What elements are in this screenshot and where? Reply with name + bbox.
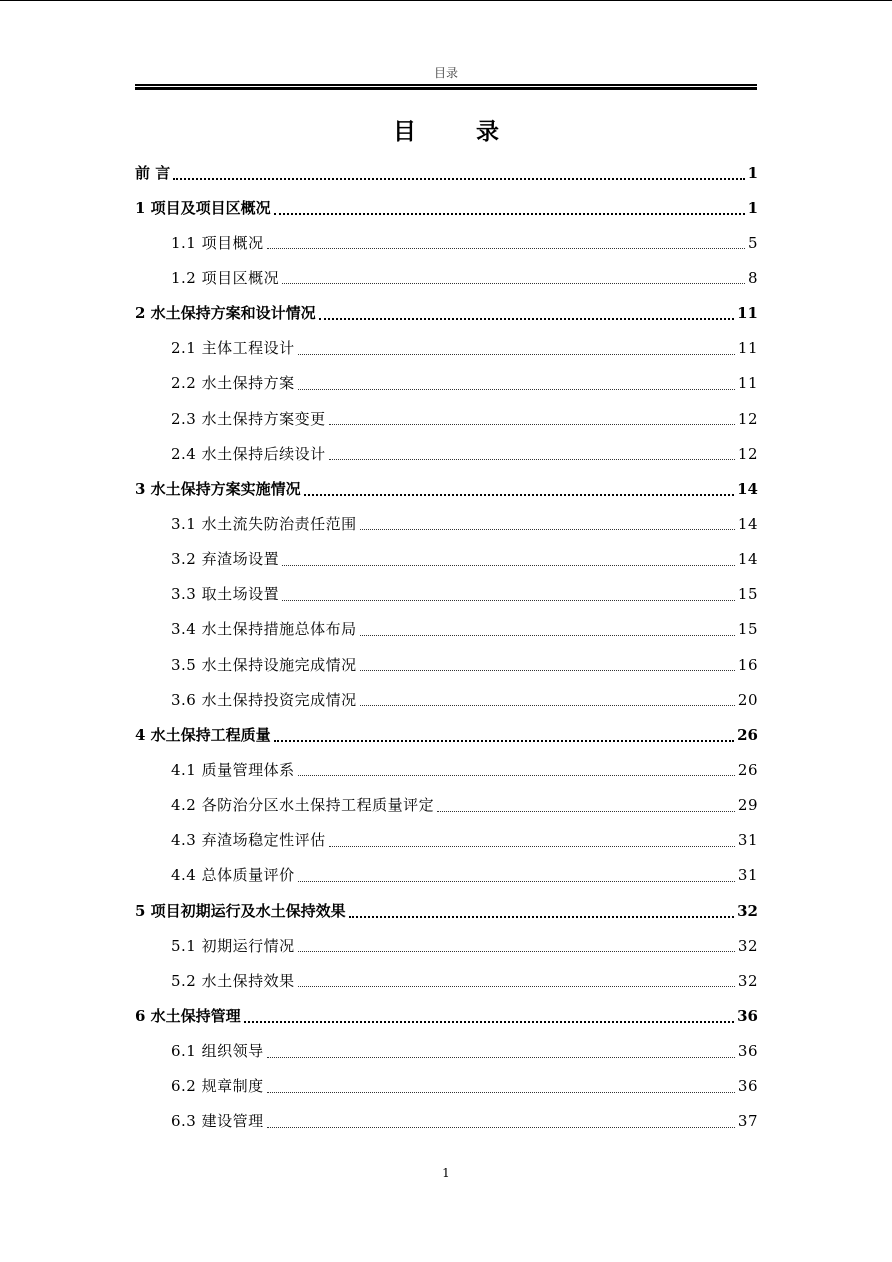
toc-dot-leader bbox=[319, 318, 734, 320]
header-rule-thick bbox=[135, 87, 757, 90]
toc-entry-label: 4.1 质量管理体系 bbox=[171, 760, 295, 779]
toc-title: 目 录 bbox=[392, 118, 525, 145]
toc-entry-label: 2.3 水土保持方案变更 bbox=[171, 409, 326, 428]
toc-entry-label: 3.1 水土流失防治责任范围 bbox=[171, 514, 357, 533]
toc-dot-leader bbox=[267, 1127, 735, 1128]
toc-entry-page: 14 bbox=[737, 550, 758, 569]
toc-dot-leader bbox=[267, 1057, 735, 1058]
toc-dot-leader bbox=[298, 389, 735, 390]
toc-entry-label: 4.4 总体质量评价 bbox=[171, 866, 295, 885]
toc-dot-leader bbox=[274, 740, 734, 742]
toc-entry-label: 5.2 水土保持效果 bbox=[171, 971, 295, 990]
toc-entry-page: 31 bbox=[737, 831, 758, 850]
toc-section-entry[interactable] bbox=[135, 612, 758, 647]
toc-entry-page: 1 bbox=[747, 163, 758, 182]
toc-chapter-entry[interactable] bbox=[135, 717, 758, 752]
toc-dot-leader bbox=[298, 951, 735, 952]
page-top-border bbox=[0, 0, 892, 1]
toc-entry-label: 3.4 水土保持措施总体布局 bbox=[171, 620, 357, 639]
toc-entry-label: 1.2 项目区概况 bbox=[171, 268, 280, 287]
toc-entry-label: 3.6 水土保持投资完成情况 bbox=[171, 690, 357, 709]
toc-entry-page: 1 bbox=[747, 198, 758, 217]
toc-section-entry[interactable] bbox=[135, 647, 758, 682]
toc-entry-label: 2.4 水土保持后续设计 bbox=[171, 444, 326, 463]
toc-section-entry[interactable] bbox=[135, 366, 758, 401]
toc-dot-leader bbox=[349, 916, 734, 918]
toc-section-entry[interactable] bbox=[135, 436, 758, 471]
toc-chapter-entry[interactable] bbox=[135, 893, 758, 928]
toc-dot-leader bbox=[267, 1092, 735, 1093]
toc-section-entry[interactable] bbox=[135, 331, 758, 366]
toc-dot-leader bbox=[360, 670, 735, 671]
toc-entry-page: 16 bbox=[737, 655, 758, 674]
toc-entry-page: 11 bbox=[737, 304, 758, 323]
toc-entry-page: 11 bbox=[737, 339, 758, 358]
toc-dot-leader bbox=[304, 494, 734, 496]
toc-entry-label: 2.1 主体工程设计 bbox=[171, 339, 295, 358]
toc-section-entry[interactable] bbox=[135, 928, 758, 963]
toc-entry-page: 14 bbox=[737, 479, 758, 498]
toc-entry-page: 26 bbox=[737, 725, 758, 744]
toc-section-entry[interactable] bbox=[135, 577, 758, 612]
toc-dot-leader bbox=[437, 811, 735, 812]
toc-section-entry[interactable] bbox=[135, 542, 758, 577]
toc-entry-label: 3.5 水土保持设施完成情况 bbox=[171, 655, 357, 674]
toc-entry-label: 4 水土保持工程质量 bbox=[135, 725, 271, 744]
toc-entry-label: 前 言 bbox=[135, 163, 171, 182]
toc-entry-page: 12 bbox=[737, 444, 758, 463]
toc-entry-label: 6.2 规章制度 bbox=[171, 1077, 264, 1096]
toc-entry-page: 32 bbox=[737, 971, 758, 990]
toc-entry-page: 37 bbox=[737, 1112, 758, 1131]
toc-entry-page: 32 bbox=[737, 901, 758, 920]
toc-section-entry[interactable] bbox=[135, 1034, 758, 1069]
page-number: 1 bbox=[442, 1166, 450, 1180]
header-rule bbox=[135, 84, 757, 86]
toc-dot-leader bbox=[298, 775, 735, 776]
toc-entry-label: 6 水土保持管理 bbox=[135, 1006, 241, 1025]
toc-dot-leader bbox=[173, 178, 744, 180]
toc-section-entry[interactable] bbox=[135, 1069, 758, 1104]
toc-entry-page: 32 bbox=[737, 936, 758, 955]
toc-dot-leader bbox=[274, 213, 745, 215]
toc-dot-leader bbox=[298, 881, 735, 882]
toc-entry-label: 4.2 各防治分区水土保持工程质量评定 bbox=[171, 796, 435, 815]
toc-dot-leader bbox=[360, 705, 735, 706]
toc-dot-leader bbox=[282, 600, 735, 601]
toc-dot-leader bbox=[298, 986, 735, 987]
toc-entry-label: 1 项目及项目区概况 bbox=[135, 198, 271, 217]
toc-section-entry[interactable] bbox=[135, 788, 758, 823]
toc-entry-page: 11 bbox=[737, 374, 758, 393]
toc-section-entry[interactable] bbox=[135, 401, 758, 436]
toc-entry-page: 36 bbox=[737, 1006, 758, 1025]
toc-chapter-entry[interactable] bbox=[135, 155, 758, 190]
toc-dot-leader bbox=[267, 248, 745, 249]
toc-entry-page: 15 bbox=[737, 620, 758, 639]
toc-entry-page: 36 bbox=[737, 1042, 758, 1061]
toc-entry-label: 1.1 项目概况 bbox=[171, 233, 264, 252]
toc-section-entry[interactable] bbox=[135, 858, 758, 893]
toc-entry-label: 6.1 组织领导 bbox=[171, 1042, 264, 1061]
toc-entry-label: 5.1 初期运行情况 bbox=[171, 936, 295, 955]
toc-dot-leader bbox=[282, 565, 735, 566]
toc-list bbox=[135, 155, 758, 1139]
toc-section-entry[interactable] bbox=[135, 682, 758, 717]
toc-entry-label: 3.3 取土场设置 bbox=[171, 585, 280, 604]
toc-dot-leader bbox=[329, 424, 735, 425]
toc-dot-leader bbox=[244, 1021, 734, 1023]
toc-entry-label: 2.2 水土保持方案 bbox=[171, 374, 295, 393]
toc-entry-page: 12 bbox=[737, 409, 758, 428]
toc-section-entry[interactable] bbox=[135, 1104, 758, 1139]
toc-dot-leader bbox=[360, 635, 735, 636]
toc-chapter-entry[interactable] bbox=[135, 471, 758, 506]
toc-entry-page: 8 bbox=[747, 268, 758, 287]
toc-dot-leader bbox=[360, 529, 735, 530]
toc-dot-leader bbox=[329, 459, 735, 460]
toc-entry-label: 2 水土保持方案和设计情况 bbox=[135, 304, 316, 323]
toc-entry-label: 3.2 弃渣场设置 bbox=[171, 550, 280, 569]
toc-dot-leader bbox=[329, 846, 735, 847]
toc-entry-label: 5 项目初期运行及水土保持效果 bbox=[135, 901, 346, 920]
toc-chapter-entry[interactable] bbox=[135, 296, 758, 331]
toc-entry-page: 14 bbox=[737, 514, 758, 533]
toc-entry-label: 3 水土保持方案实施情况 bbox=[135, 479, 301, 498]
toc-entry-page: 5 bbox=[747, 233, 758, 252]
toc-entry-page: 29 bbox=[737, 796, 758, 815]
toc-section-entry[interactable] bbox=[135, 506, 758, 541]
toc-chapter-entry[interactable] bbox=[135, 998, 758, 1033]
toc-entry-page: 36 bbox=[737, 1077, 758, 1096]
toc-section-entry[interactable] bbox=[135, 823, 758, 858]
toc-entry-page: 15 bbox=[737, 585, 758, 604]
toc-entry-page: 20 bbox=[737, 690, 758, 709]
toc-dot-leader bbox=[282, 283, 745, 284]
toc-chapter-entry[interactable] bbox=[135, 190, 758, 225]
toc-entry-page: 26 bbox=[737, 760, 758, 779]
toc-section-entry[interactable] bbox=[135, 225, 758, 260]
toc-section-entry[interactable] bbox=[135, 963, 758, 998]
toc-section-entry[interactable] bbox=[135, 752, 758, 787]
toc-entry-label: 6.3 建设管理 bbox=[171, 1112, 264, 1131]
toc-dot-leader bbox=[298, 354, 735, 355]
toc-entry-label: 4.3 弃渣场稳定性评估 bbox=[171, 831, 326, 850]
toc-entry-page: 31 bbox=[737, 866, 758, 885]
toc-section-entry[interactable] bbox=[135, 260, 758, 295]
running-header: 目录 bbox=[433, 66, 458, 80]
